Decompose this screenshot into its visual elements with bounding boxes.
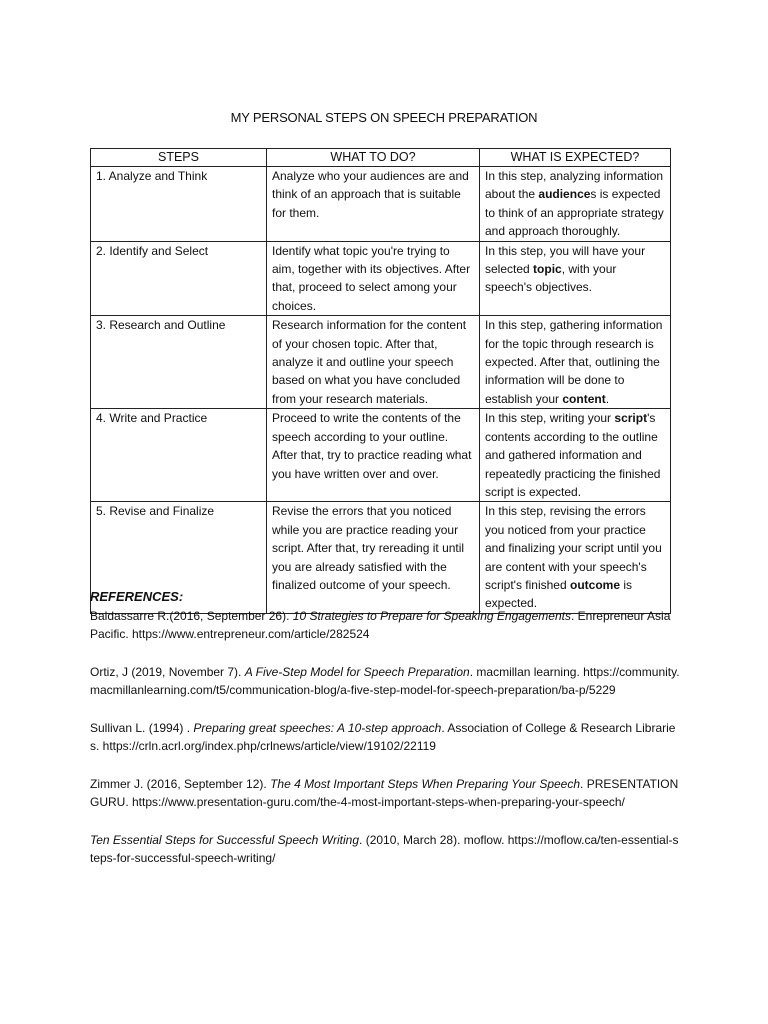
keyword: script [614, 411, 648, 426]
steps-table [90, 148, 671, 614]
expected-cell: In this step, you will have your selected topic, with your speech's objectives. [480, 241, 671, 316]
expected-cell: In this step, analyzing information about the audiences is expected to think of an appropriate strategy and approach thoroughly. [480, 167, 671, 242]
table-row [91, 409, 671, 502]
reference-item: Sullivan L. (1994) . Preparing great speeches: A 10-step approach. Association of College & Research Libraries. https://crln.acrl.org/index.php/crlnews/article/view/19102/22119 [90, 720, 676, 753]
table-row [91, 316, 671, 409]
step-cell: 4. Write and Practice [91, 409, 267, 502]
step-cell: 3. Research and Outline [91, 316, 267, 409]
reference-item: Ten Essential Steps for Successful Speech Writing. (2010, March 28). moflow. https://moflow.ca/ten-essential-steps-for-successful-speech-writing/ [90, 832, 679, 865]
reference-item: Ortiz, J (2019, November 7). A Five-Step Model for Speech Preparation. macmillan learning. https://community.macmillanlearning.com/t5/communication-blog/a-five-step-model-for-speech-preparation/ba-p/5229 [90, 664, 680, 697]
step-cell: 2. Identify and Select [91, 241, 267, 316]
header-what-to-do: WHAT TO DO? [267, 149, 480, 167]
todo-cell: Revise the errors that you noticed while you are practice reading your script. After that, try rereading it until you are already satisfied with the finalized outcome of your speech. [267, 502, 480, 613]
expected-cell: In this step, gathering information for the topic through research is expected. After that, outlining the information will be done to establish your content. [480, 316, 671, 409]
step-cell: 5. Revise and Finalize [91, 502, 267, 613]
todo-cell: Proceed to write the contents of the speech according to your outline. After that, try to practice reading what you have written over and over. [267, 409, 480, 502]
todo-cell: Analyze who your audiences are and think of an approach that is suitable for them. [267, 167, 480, 242]
header-what-is-expected: WHAT IS EXPECTED? [480, 149, 671, 167]
expected-cell: In this step, revising the errors you noticed from your practice and finalizing your script until you are content with your speech's script's finished outcome is expected. [480, 502, 671, 613]
reference-item: Zimmer J. (2016, September 12). The 4 Most Important Steps When Preparing Your Speech. PRESENTATIONGURU. https://www.presentation-guru.com/the-4-most-important-steps-when-preparing-your-speech/ [90, 776, 679, 809]
expected-cell: In this step, writing your script's contents according to the outline and gathered information and repeatedly practicing the finished script is expected. [480, 409, 671, 502]
table-header-row [91, 149, 671, 167]
references-section [90, 588, 680, 887]
references-heading: REFERENCES: [90, 589, 184, 604]
reference-item: Baldassarre R.(2016, September 26). 10 Strategies to Prepare for Speaking Engagements. Enrepreneur Asia Pacific. https://www.entrepreneur.com/article/282524 [90, 608, 671, 641]
todo-cell: Identify what topic you're trying to aim, together with its objectives. After that, proceed to select among your choices. [267, 241, 480, 316]
keyword: outcome [570, 577, 621, 592]
keyword: topic [533, 262, 562, 277]
keyword: audience [538, 187, 591, 202]
keyword: content [562, 391, 606, 406]
header-steps: STEPS [91, 149, 267, 167]
todo-cell: Research information for the content of your chosen topic. After that, analyze it and outline your speech based on what you have concluded from your research materials. [267, 316, 480, 409]
step-cell: 1. Analyze and Think [91, 167, 267, 242]
page-title: MY PERSONAL STEPS ON SPEECH PREPARATION [230, 110, 538, 125]
table-row [91, 167, 671, 242]
table-row [91, 241, 671, 316]
